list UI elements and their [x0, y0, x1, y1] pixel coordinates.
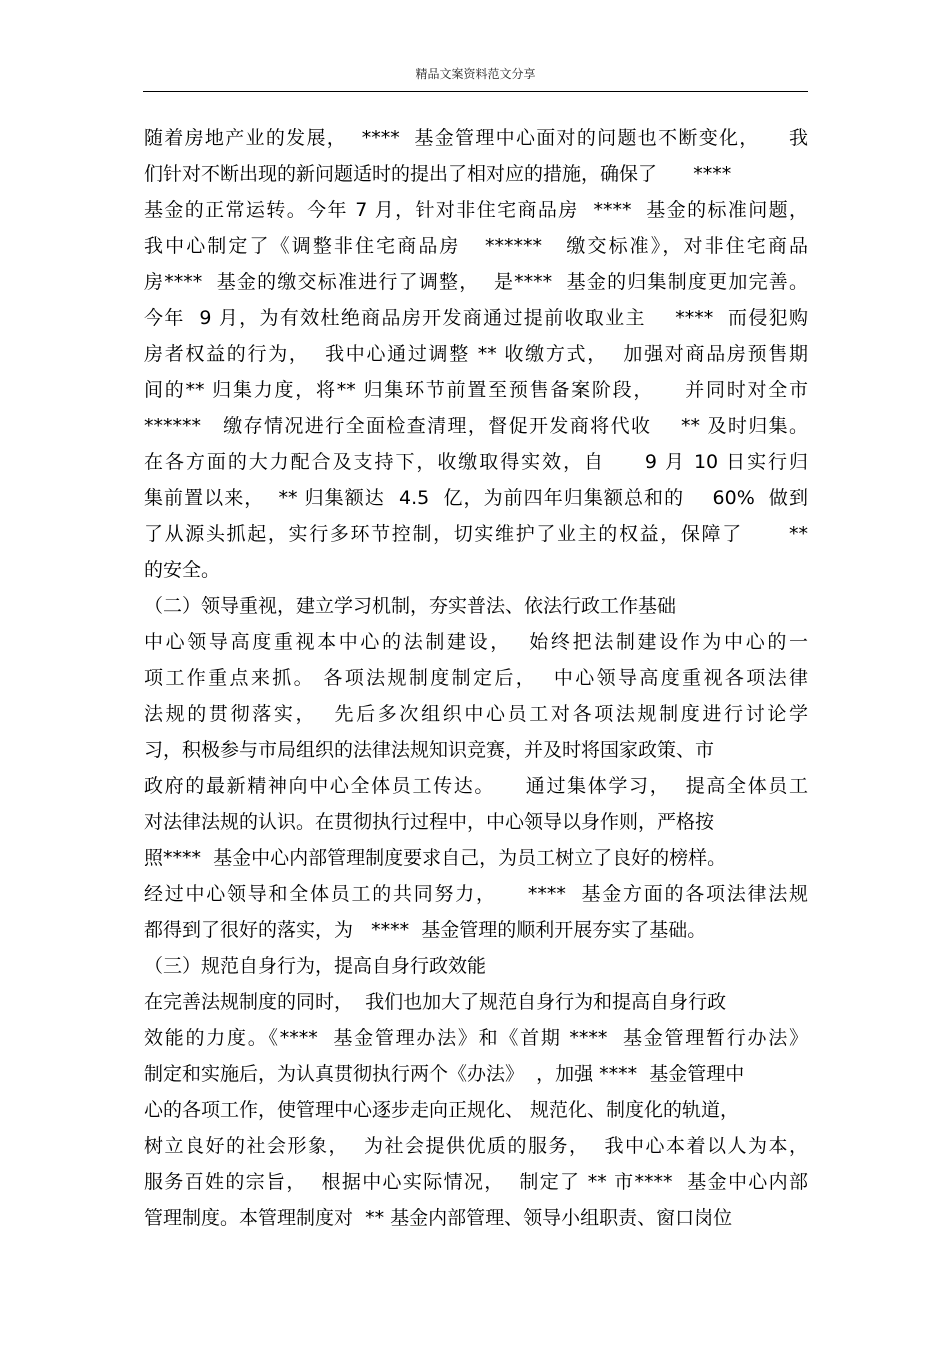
- text-line: ****** 缴存情况进行全面检查清理，督促开发商将代收 ** 及时归集。: [144, 415, 808, 437]
- text-line: 习，积极参与市局组织的法律法规知识竞赛，并及时将国家政策、市: [144, 739, 715, 761]
- header-divider: [143, 91, 808, 92]
- text-line: 对法律法规的认识。在贯彻执行过程中，中心领导以身作则，严格按: [144, 811, 715, 833]
- text-line: 今年 9 月，为有效杜绝商品房开发商通过提前收取业主 **** 而侵犯购: [144, 307, 808, 329]
- text-line: 项工作重点来抓。 各项法规制度制定后， 中心领导高度重视各项法律: [144, 667, 808, 689]
- text-line: 法规的贯彻落实， 先后多次组织中心员工对各项法规制度进行讨论学: [144, 703, 808, 725]
- text-line: 经过中心领导和全体员工的共同努力， **** 基金方面的各项法律法规: [144, 883, 808, 905]
- text-line: 制定和实施后，为认真贯彻执行两个《办法》 ，加强 **** 基金管理中: [144, 1063, 745, 1085]
- text-line: 在完善法规制度的同时， 我们也加大了规范自身行为和提高自身行政: [144, 991, 727, 1013]
- text-line: 中心领导高度重视本中心的法制建设， 始终把法制建设作为中心的一: [144, 631, 808, 653]
- text-line: 我中心制定了《调整非住宅商品房 ****** 缴交标准》，对非住宅商品: [144, 235, 808, 257]
- page-header: 精品文案资料范文分享: [415, 67, 536, 81]
- text-line: 管理制度。本管理制度对 ** 基金内部管理、领导小组职责、窗口岗位: [144, 1207, 733, 1229]
- text-line: 政府的最新精神向中心全体员工传达。 通过集体学习， 提高全体员工: [144, 775, 808, 797]
- text-line: 心的各项工作，使管理中心逐步走向正规化、 规范化、制度化的轨道，: [144, 1099, 740, 1121]
- text-line: 基金的正常运转。今年 7 月，针对非住宅商品房 **** 基金的标准问题，: [144, 199, 808, 221]
- text-line: 效能的力度。《**** 基金管理办法》和《首期 **** 基金管理暂行办法》: [144, 1027, 808, 1049]
- text-line: 的安全。: [144, 559, 221, 581]
- text-line: 集前置以来， ** 归集额达 4.5 亿，为前四年归集额总和的 60% 做到: [144, 487, 808, 509]
- text-line: 房者权益的行为， 我中心通过调整 ** 收缴方式， 加强对商品房预售期: [144, 343, 808, 365]
- text-line: 树立良好的社会形象， 为社会提供优质的服务， 我中心本着以人为本，: [144, 1135, 808, 1157]
- text-line: 房**** 基金的缴交标准进行了调整， 是**** 基金的归集制度更加完善。: [144, 271, 808, 293]
- text-line: 服务百姓的宗旨， 根据中心实际情况， 制定了 ** 市**** 基金中心内部: [144, 1171, 808, 1193]
- text-line: 随着房地产业的发展， **** 基金管理中心面对的问题也不断变化， 我: [144, 127, 808, 149]
- text-line: 在各方面的大力配合及支持下，收缴取得实效，自 9 月 10 日实行归: [144, 451, 808, 473]
- section-heading: （三）规范自身行为，提高自身行政效能: [144, 955, 487, 977]
- section-heading: （二）领导重视，建立学习机制，夯实普法、依法行政工作基础: [144, 595, 677, 617]
- text-line: 都得到了很好的落实，为 **** 基金管理的顺利开展夯实了基础。: [144, 919, 707, 941]
- text-line: 照**** 基金中心内部管理制度要求自己，为员工树立了良好的榜样。: [144, 847, 727, 869]
- text-line: 们针对不断出现的新问题适时的提出了相对应的措施，确保了 ****: [144, 163, 732, 185]
- text-line: 了从源头抓起，实行多环节控制，切实维护了业主的权益，保障了 **: [144, 523, 808, 545]
- text-line: 间的** 归集力度，将** 归集环节前置至预售备案阶段， 并同时对全市: [144, 379, 808, 401]
- document-body: [144, 120, 808, 1236]
